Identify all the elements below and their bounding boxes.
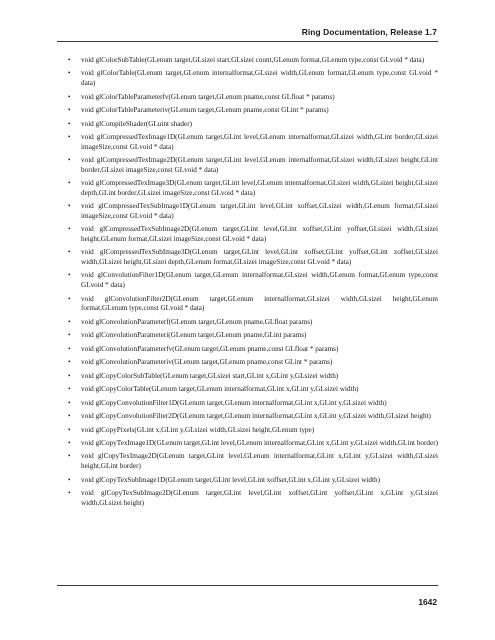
bullet-icon: • — [68, 331, 71, 340]
bullet-icon: • — [68, 202, 71, 211]
page-number: 1642 — [418, 597, 437, 607]
bullet-icon: • — [68, 133, 71, 142]
bullet-icon: • — [68, 69, 71, 78]
bullet-icon: • — [68, 398, 71, 407]
bullet-icon: • — [68, 119, 71, 128]
header-rule — [57, 41, 438, 42]
bullet-icon: • — [68, 248, 71, 257]
bullet-icon: • — [68, 452, 71, 461]
list-item — [68, 248, 438, 267]
list-item — [68, 476, 438, 486]
bullet-icon: • — [68, 439, 71, 447]
function-signature: void glCopyConvolutionFilter2D(GLenum target,GLenum internalformat,GLint x,GLint y,GLsizei width,GLsizei height) — [81, 412, 431, 421]
list-item — [68, 385, 438, 395]
function-signature: void glConvolutionParameterfv(GLenum target,GLenum pname,const GLfloat * params) — [81, 344, 339, 353]
bullet-icon: • — [68, 412, 71, 421]
function-signature: void glConvolutionFilter2D(GLenum target,GLenum internalformat,GLsizei width,GLsizei height,GLenum format,GLenum type,const GLvoid * data) — [81, 294, 438, 313]
function-signature: void glConvolutionParameteri(GLenum target,GLenum pname,GLint params) — [81, 331, 307, 340]
list-item — [68, 69, 438, 88]
bullet-icon: • — [68, 358, 71, 367]
bullet-icon: • — [68, 344, 71, 353]
function-signature: void glCompressedTexSubImage2D(GLenum target,GLint level,GLint xoffset,GLint yoffset,GLsizei width,GLsizei height,GLenum format,GLsizei imageSize,const GLvoid * data) — [81, 225, 438, 243]
list-item — [68, 120, 438, 130]
footer-rule — [57, 585, 438, 586]
function-signature: void glCompileShader(GLuint shader) — [81, 119, 192, 128]
function-signature: void glColorSubTable(GLenum target,GLsizei start,GLsizei count,GLenum format,GLenum type,const GLvoid * data) — [81, 56, 425, 64]
list-item — [68, 179, 438, 198]
function-signature: void glColorTableParameteriv(GLenum target,GLenum pname,const GLint * params) — [81, 106, 329, 115]
list-item — [68, 426, 438, 436]
function-signature: void glCompressedTexImage2D(GLenum target,GLint level,GLenum internalformat,GLsizei width,GLsizei height,GLint border,GLsizei imageSize,const GLvoid * data) — [81, 156, 438, 174]
list-item — [68, 295, 438, 314]
function-signature: void glCompressedTexSubImage3D(GLenum target,GLint level,GLint xoffset,GLint yoffset,GLint zoffset,GLsizei width,GLsizei height,GLsizei depth,GLenum format,GLsizei imageSize,const GLvoid * data) — [81, 248, 438, 266]
list-item — [68, 202, 438, 221]
function-signature: void glCompressedTexSubImage1D(GLenum target,GLint level,GLint xoffset,GLsizei width,GLenum format,GLsizei imageSize,const GLvoid * data) — [81, 202, 438, 220]
function-signature: void glCopyTexImage1D(GLenum target,GLint level,GLenum internalformat,GLint x,GLint y,GLsizei width,GLint border) — [81, 439, 438, 447]
bullet-icon: • — [68, 156, 71, 165]
function-signature: void glCopyConvolutionFilter1D(GLenum target,GLenum internalformat,GLint x,GLint y,GLsizei width) — [81, 398, 387, 407]
bullet-icon: • — [68, 489, 71, 498]
function-signature: void glCompressedTexImage3D(GLenum target,GLint level,GLenum internalformat,GLsizei width,GLsizei height,GLsizei depth,GLint border,GLsizei imageSize,const GLvoid * data) — [81, 179, 438, 197]
bullet-icon: • — [68, 475, 71, 484]
function-signature: void glConvolutionFilter1D(GLenum target,GLenum internalformat,GLsizei width,GLenum format,GLenum type,const GLvoid * data) — [81, 271, 438, 290]
list-item — [68, 106, 438, 116]
list-item — [68, 345, 438, 355]
bullet-icon: • — [68, 294, 71, 303]
list-item — [68, 439, 438, 449]
list-item — [68, 225, 438, 244]
list-item — [68, 331, 438, 341]
list-item — [68, 56, 438, 66]
list-item — [68, 318, 438, 328]
list-item — [68, 271, 438, 290]
running-header: Ring Documentation, Release 1.7 — [301, 27, 437, 37]
bullet-icon: • — [68, 271, 71, 280]
bullet-icon: • — [68, 106, 71, 115]
function-signature: void glCopyColorSubTable(GLenum target,GLsizei start,GLint x,GLint y,GLsizei width) — [81, 371, 339, 380]
bullet-icon: • — [68, 179, 71, 188]
bullet-icon: • — [68, 425, 71, 434]
bullet-icon: • — [68, 56, 71, 64]
list-item — [68, 358, 438, 368]
list-item — [68, 412, 438, 422]
list-item — [68, 372, 438, 382]
function-signature: void glCopyTexImage2D(GLenum target,GLint level,GLenum internalformat,GLint x,GLint y,GLsizei width,GLsizei height,GLint border) — [81, 452, 438, 471]
bullet-icon: • — [68, 317, 71, 326]
function-signature: void glColorTableParameterfv(GLenum target,GLenum pname,const GLfloat * params) — [81, 92, 335, 101]
list-item — [68, 452, 438, 471]
function-list — [68, 56, 438, 512]
list-item — [68, 489, 438, 508]
bullet-icon: • — [68, 92, 71, 101]
function-signature: void glConvolutionParameteriv(GLenum target,GLenum pname,const GLint * params) — [81, 358, 333, 367]
list-item — [68, 133, 438, 152]
function-signature: void glColorTable(GLenum target,GLenum internalformat,GLsizei width,GLenum format,GLenum type,const GLvoid * data) — [81, 69, 438, 88]
list-item — [68, 93, 438, 103]
function-signature: void glConvolutionParameterf(GLenum target,GLenum pname,GLfloat params) — [81, 317, 313, 326]
function-signature: void glCopyTexSubImage2D(GLenum target,GLint level,GLint xoffset,GLint yoffset,GLint x,GLint y,GLsizei width,GLsizei height) — [81, 489, 438, 507]
function-signature: void glCopyPixels(GLint x,GLint y,GLsizei width,GLsizei height,GLenum type) — [81, 425, 315, 434]
function-signature: void glCopyColorTable(GLenum target,GLenum internalformat,GLint x,GLint y,GLsizei width) — [81, 385, 359, 394]
list-item — [68, 399, 438, 409]
bullet-icon: • — [68, 225, 71, 234]
list-item — [68, 156, 438, 175]
function-signature: void glCopyTexSubImage1D(GLenum target,GLint level,GLint xoffset,GLint x,GLint y,GLsizei width) — [81, 475, 380, 484]
function-signature: void glCompressedTexImage1D(GLenum target,GLint level,GLenum internalformat,GLsizei width,GLint border,GLsizei imageSize,const GLvoid * data) — [81, 133, 438, 151]
bullet-icon: • — [68, 385, 71, 394]
bullet-icon: • — [68, 371, 71, 380]
